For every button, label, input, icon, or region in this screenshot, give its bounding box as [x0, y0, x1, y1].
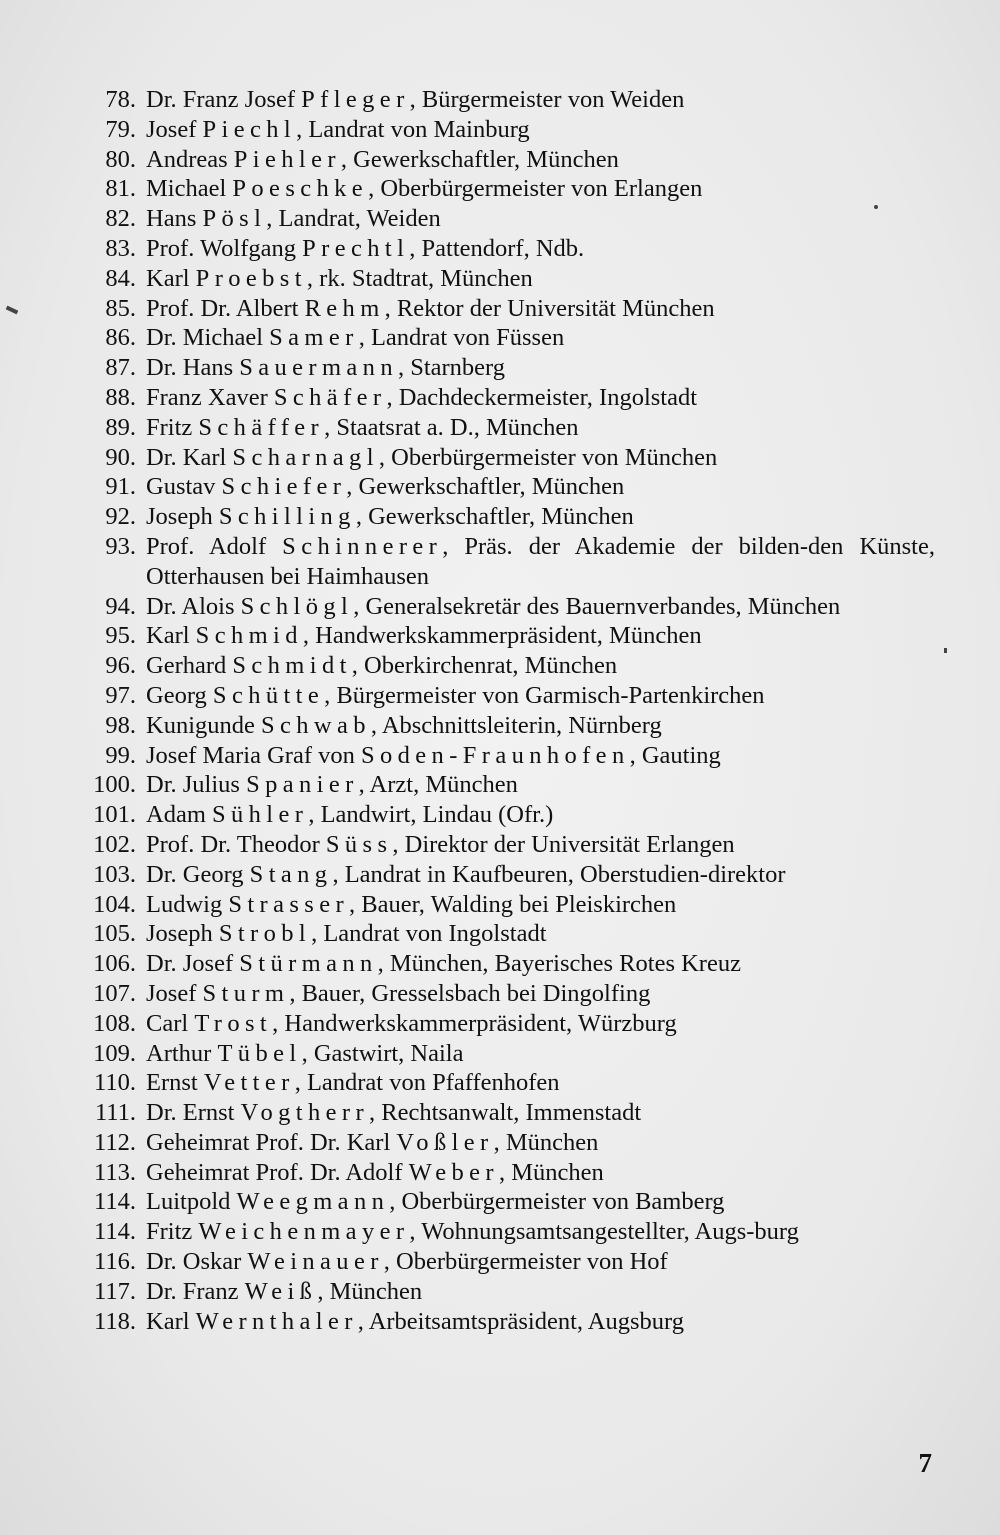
entry-description: , Landrat, Weiden — [266, 205, 441, 233]
entry-prefix: Dr. Oskar — [146, 1248, 248, 1276]
entry-text — [146, 1128, 935, 1158]
entry-text — [146, 472, 935, 502]
entry-description: , Abschnittsleiterin, Nürnberg — [370, 711, 662, 739]
entry-surname: Samer — [269, 324, 359, 352]
entry-text — [146, 651, 935, 681]
entry-number: 82. — [105, 205, 136, 233]
entry-prefix: Franz Xaver — [146, 383, 274, 411]
entry-text — [146, 860, 935, 890]
entry-surname: Rehm — [304, 294, 385, 322]
entry-description: , Oberbürgermeister von München — [378, 443, 718, 471]
entry-number: 94. — [105, 592, 136, 620]
entry-text — [146, 800, 935, 830]
entry-text — [146, 532, 935, 592]
entry-prefix: Josef Maria Graf von — [146, 741, 361, 769]
entry-prefix: Carl — [146, 1009, 195, 1037]
entry-text — [146, 443, 935, 473]
entry-prefix: Kunigunde — [146, 711, 261, 739]
entry-prefix: Gerhard — [146, 652, 233, 680]
entry-text — [146, 592, 935, 622]
entry-description: , Oberkirchenrat, München — [351, 652, 618, 680]
entry-number: 114. — [94, 1218, 136, 1246]
entry-surname: Weichenmayer — [198, 1218, 410, 1246]
entry-number: 110. — [94, 1069, 136, 1097]
entry-description: , Pattendorf, Ndb. — [409, 234, 585, 262]
entry-prefix: Joseph — [146, 503, 219, 531]
entry-prefix: Karl — [146, 622, 196, 650]
list-item — [70, 323, 935, 353]
entry-surname: Schwab — [261, 711, 371, 739]
entry-text — [146, 1158, 935, 1188]
entry-description: , Bürgermeister von Weiden — [409, 86, 685, 113]
page-number: 7 — [918, 1448, 932, 1478]
list-item — [70, 115, 935, 145]
entry-number: 107. — [93, 979, 136, 1007]
entry-surname: Trost — [194, 1009, 273, 1037]
entry-prefix: Geheimrat Prof. Dr. Karl — [146, 1128, 397, 1156]
entry-surname: Piehler — [233, 145, 341, 173]
entry-text — [146, 264, 935, 294]
entry-surname: Tübel — [217, 1039, 302, 1067]
entry-description: , Gewerkschaftler, München — [355, 503, 634, 531]
list-item — [70, 472, 935, 502]
list-item — [70, 919, 935, 949]
list-item — [70, 1247, 935, 1277]
entry-surname: Scharnagl — [232, 443, 379, 471]
entry-prefix: Prof. Wolfgang — [146, 234, 303, 262]
entry-prefix: Ernst — [146, 1069, 204, 1097]
entry-description: , Starnberg — [397, 354, 506, 382]
entry-description: , Direktor der Universität Erlangen — [392, 830, 735, 858]
entry-text — [146, 502, 935, 532]
entry-text — [146, 1187, 935, 1217]
print-speck — [944, 648, 947, 653]
entry-surname: Schmid — [195, 622, 303, 650]
entry-number: 113. — [94, 1158, 136, 1186]
entry-prefix: Arthur — [146, 1039, 218, 1067]
entry-prefix: Hans — [146, 205, 203, 233]
entry-text — [146, 1098, 935, 1128]
entry-number: 79. — [105, 115, 136, 143]
list-item — [70, 1039, 935, 1069]
entry-description: , Arbeitsamtspräsident, Augsburg — [357, 1307, 684, 1335]
entry-text — [146, 830, 935, 860]
list-item — [70, 621, 935, 651]
entry-text — [146, 1277, 935, 1307]
list-item — [70, 1158, 935, 1188]
entry-description: , Staatsrat a. D., München — [324, 413, 579, 441]
entry-text — [146, 204, 935, 234]
list-item — [70, 979, 935, 1009]
entry-description: , Gauting — [629, 741, 721, 769]
entry-text — [146, 1217, 935, 1247]
entry-description: , München — [498, 1158, 604, 1186]
entry-text — [146, 145, 935, 175]
entry-surname: Schütte — [212, 681, 325, 709]
entry-text — [146, 890, 935, 920]
entry-description: , Gewerkschaftler, München — [340, 145, 619, 173]
entry-text — [146, 681, 935, 711]
list-item — [70, 145, 935, 175]
entry-prefix: Joseph — [146, 920, 219, 948]
entry-number: 91. — [105, 473, 136, 501]
entry-number: 81. — [105, 175, 136, 203]
entry-surname: Spanier — [246, 771, 359, 799]
list-item — [70, 1068, 935, 1098]
entry-text — [146, 1039, 935, 1069]
entry-surname: Poeschke — [232, 175, 369, 203]
entry-prefix: Dr. Josef — [146, 950, 240, 978]
entry-surname: Weiß — [244, 1277, 318, 1305]
entry-number: 101. — [93, 801, 136, 829]
list-item — [70, 770, 935, 800]
entry-text — [146, 383, 935, 413]
entry-description: , Dachdeckermeister, Ingolstadt — [386, 383, 698, 411]
entry-surname: Schilling — [218, 503, 356, 531]
entry-text — [146, 1307, 935, 1337]
entry-description: , Präs. der Akademie der bilden-den Künste, Otterhausen bei Haimhausen — [146, 532, 935, 590]
entry-surname: Schäffer — [198, 413, 325, 441]
list-item — [70, 1098, 935, 1128]
list-item — [70, 294, 935, 324]
entry-number: 85. — [105, 294, 136, 322]
entry-number: 97. — [105, 681, 136, 709]
entry-prefix: Dr. Michael — [146, 324, 270, 352]
entry-prefix: Josef — [146, 979, 203, 1007]
entry-description: , Landrat von Füssen — [358, 324, 565, 352]
entry-text — [146, 115, 935, 145]
entry-prefix: Dr. Alois — [146, 592, 241, 620]
entry-number: 96. — [105, 652, 136, 680]
entry-description: , Bauer, Gresselsbach bei Dingolfing — [289, 979, 651, 1007]
entry-prefix: Dr. Franz — [146, 1277, 245, 1305]
entry-surname: Pfleger — [301, 86, 410, 113]
list-item — [70, 949, 935, 979]
entry-surname: Vogtherr — [240, 1099, 369, 1127]
entry-number: 84. — [105, 264, 136, 292]
list-item — [70, 532, 935, 592]
entry-text — [146, 323, 935, 353]
entry-prefix: Gustav — [146, 473, 222, 501]
entry-description: , Landrat von Mainburg — [296, 115, 530, 143]
entry-prefix: Adam — [146, 801, 212, 829]
entry-description: , München — [317, 1277, 423, 1305]
entry-prefix: Josef — [146, 115, 203, 143]
entry-surname: Soden-Fraunhofen — [361, 741, 630, 769]
entry-surname: Piechl — [202, 115, 297, 143]
list-item — [70, 860, 935, 890]
entry-text — [146, 353, 935, 383]
entry-description: , München, Bayerisches Rotes Kreuz — [377, 950, 741, 978]
entry-description: , Landrat von Pfaffenhofen — [294, 1069, 560, 1097]
entry-description: , Gastwirt, Naila — [301, 1039, 464, 1067]
entry-prefix: Dr. Georg — [146, 860, 250, 888]
list-item — [70, 85, 935, 115]
entry-description: , Landwirt, Lindau (Ofr.) — [308, 801, 554, 829]
list-item — [70, 681, 935, 711]
entry-surname: Schlögl — [240, 592, 354, 620]
entry-number: 78. — [105, 86, 136, 113]
entry-text — [146, 741, 935, 771]
list-item — [70, 264, 935, 294]
entry-surname: Weegmann — [236, 1188, 390, 1216]
entry-surname: Süss — [325, 830, 393, 858]
entry-text — [146, 949, 935, 979]
list-item — [70, 830, 935, 860]
entry-text — [146, 174, 935, 204]
entry-prefix: Georg — [146, 681, 213, 709]
entry-surname: Pösl — [202, 205, 267, 233]
entry-description: , Wohnungsamtsangestellter, Augs-burg — [409, 1218, 799, 1246]
list-item — [70, 413, 935, 443]
entry-prefix: Geheimrat Prof. Dr. Adolf — [146, 1158, 409, 1186]
entry-description: , Oberbürgermeister von Erlangen — [368, 175, 703, 203]
list-item — [70, 800, 935, 830]
entry-number: 99. — [105, 741, 136, 769]
entry-text — [146, 1009, 935, 1039]
entry-description: , Oberbürgermeister von Hof — [383, 1248, 668, 1276]
list-item — [70, 1277, 935, 1307]
entry-description: , Landrat von Ingolstadt — [311, 920, 547, 948]
entry-prefix: Ludwig — [146, 890, 229, 918]
entry-number: 118. — [94, 1307, 136, 1335]
entry-number: 93. — [105, 532, 136, 560]
entry-number: 104. — [93, 890, 136, 918]
entry-text — [146, 770, 935, 800]
entry-surname: Proebst — [195, 264, 307, 292]
entry-number: 86. — [105, 324, 136, 352]
name-list — [70, 85, 935, 1336]
entry-surname: Sauermann — [239, 354, 398, 382]
entry-prefix: Andreas — [146, 145, 234, 173]
list-item — [70, 1217, 935, 1247]
entry-number: 98. — [105, 711, 136, 739]
entry-prefix: Karl — [146, 1307, 196, 1335]
entry-text — [146, 979, 935, 1009]
entry-surname: Voßler — [396, 1128, 494, 1156]
entry-surname: Prechtl — [302, 234, 410, 262]
entry-description: , Landrat in Kaufbeuren, Oberstudien-direktor — [332, 860, 786, 888]
entry-prefix: Dr. Karl — [146, 443, 233, 471]
entry-surname: Schiefer — [221, 473, 347, 501]
entry-text — [146, 919, 935, 949]
list-item — [70, 502, 935, 532]
entry-prefix: Michael — [146, 175, 233, 203]
entry-surname: Strobl — [218, 920, 312, 948]
entry-description: , Arzt, München — [358, 771, 518, 799]
list-item — [70, 234, 935, 264]
entry-text — [146, 85, 935, 115]
entry-text — [146, 1247, 935, 1277]
list-item — [70, 651, 935, 681]
entry-text — [146, 711, 935, 741]
entry-description: , Handwerkskammerpräsident, Würzburg — [272, 1009, 677, 1037]
entry-surname: Strasser — [228, 890, 350, 918]
entry-number: 102. — [93, 830, 136, 858]
list-item — [70, 741, 935, 771]
entry-prefix: Dr. Franz Josef — [146, 86, 302, 113]
entry-number: 95. — [105, 622, 136, 650]
entry-number: 116. — [94, 1248, 136, 1276]
entry-number: 100. — [93, 771, 136, 799]
list-item — [70, 174, 935, 204]
entry-description: , München — [493, 1128, 599, 1156]
entry-number: 105. — [93, 920, 136, 948]
entry-description: , Oberbürgermeister von Bamberg — [389, 1188, 725, 1216]
entry-number: 92. — [105, 503, 136, 531]
list-item — [70, 443, 935, 473]
list-item — [70, 383, 935, 413]
entry-number: 87. — [105, 354, 136, 382]
entry-number: 117. — [94, 1277, 136, 1305]
entry-prefix: Prof. Dr. Albert — [146, 294, 305, 322]
list-item — [70, 1187, 935, 1217]
entry-surname: Sühler — [212, 801, 309, 829]
list-item — [70, 592, 935, 622]
list-item — [70, 1307, 935, 1337]
entry-prefix: Prof. Adolf — [146, 532, 283, 560]
list-item — [70, 353, 935, 383]
entry-surname: Weber — [408, 1158, 499, 1186]
entry-description: , Handwerkskammerpräsident, München — [302, 622, 702, 650]
entry-description: , Rektor der Universität München — [384, 294, 715, 322]
entry-text — [146, 1068, 935, 1098]
entry-number: 89. — [105, 413, 136, 441]
entry-surname: Schmidt — [232, 652, 352, 680]
entry-prefix: Prof. Dr. Theodor — [146, 830, 326, 858]
entry-text — [146, 413, 935, 443]
entry-surname: Weinauer — [247, 1248, 384, 1276]
entry-surname: Schinnerer — [282, 532, 443, 560]
entry-number: 112. — [94, 1128, 136, 1156]
entry-prefix: Fritz — [146, 413, 199, 441]
entry-number: 103. — [93, 860, 136, 888]
entry-surname: Schäfer — [273, 383, 387, 411]
entry-prefix: Dr. Ernst — [146, 1099, 241, 1127]
entry-description: , rk. Stadtrat, München — [306, 264, 533, 292]
entry-number: 106. — [93, 950, 136, 978]
list-item — [70, 1128, 935, 1158]
print-speck — [6, 306, 19, 315]
entry-surname: Stürmann — [239, 950, 378, 978]
entry-number: 80. — [105, 145, 136, 173]
entry-number: 108. — [93, 1009, 136, 1037]
entry-surname: Sturm — [202, 979, 290, 1007]
entry-description: , Generalsekretär des Bauernverbandes, München — [353, 592, 841, 620]
entry-number: 90. — [105, 443, 136, 471]
entry-prefix: Karl — [146, 264, 196, 292]
list-item — [70, 711, 935, 741]
entry-prefix: Fritz — [146, 1218, 199, 1246]
entry-description: , Gewerkschaftler, München — [346, 473, 625, 501]
entry-number: 83. — [105, 234, 136, 262]
list-item — [70, 1009, 935, 1039]
list-item — [70, 204, 935, 234]
entry-surname: Stang — [249, 860, 333, 888]
entry-surname: Wernthaler — [195, 1307, 358, 1335]
list-item — [70, 890, 935, 920]
entry-text — [146, 294, 935, 324]
entry-text — [146, 621, 935, 651]
entry-description: , Bürgermeister von Garmisch-Partenkirchen — [324, 681, 765, 709]
entry-surname: Vetter — [203, 1069, 295, 1097]
entry-number: 109. — [93, 1039, 136, 1067]
entry-number: 114. — [94, 1188, 136, 1216]
entry-description: , Rechtsanwalt, Immenstadt — [369, 1099, 642, 1127]
entry-description: , Bauer, Walding bei Pleiskirchen — [349, 890, 677, 918]
entry-prefix: Dr. Hans — [146, 354, 240, 382]
entry-number: 88. — [105, 383, 136, 411]
entry-prefix: Luitpold — [146, 1188, 237, 1216]
entry-text — [146, 234, 935, 264]
entry-prefix: Dr. Julius — [146, 771, 247, 799]
entry-number: 111. — [94, 1099, 136, 1127]
